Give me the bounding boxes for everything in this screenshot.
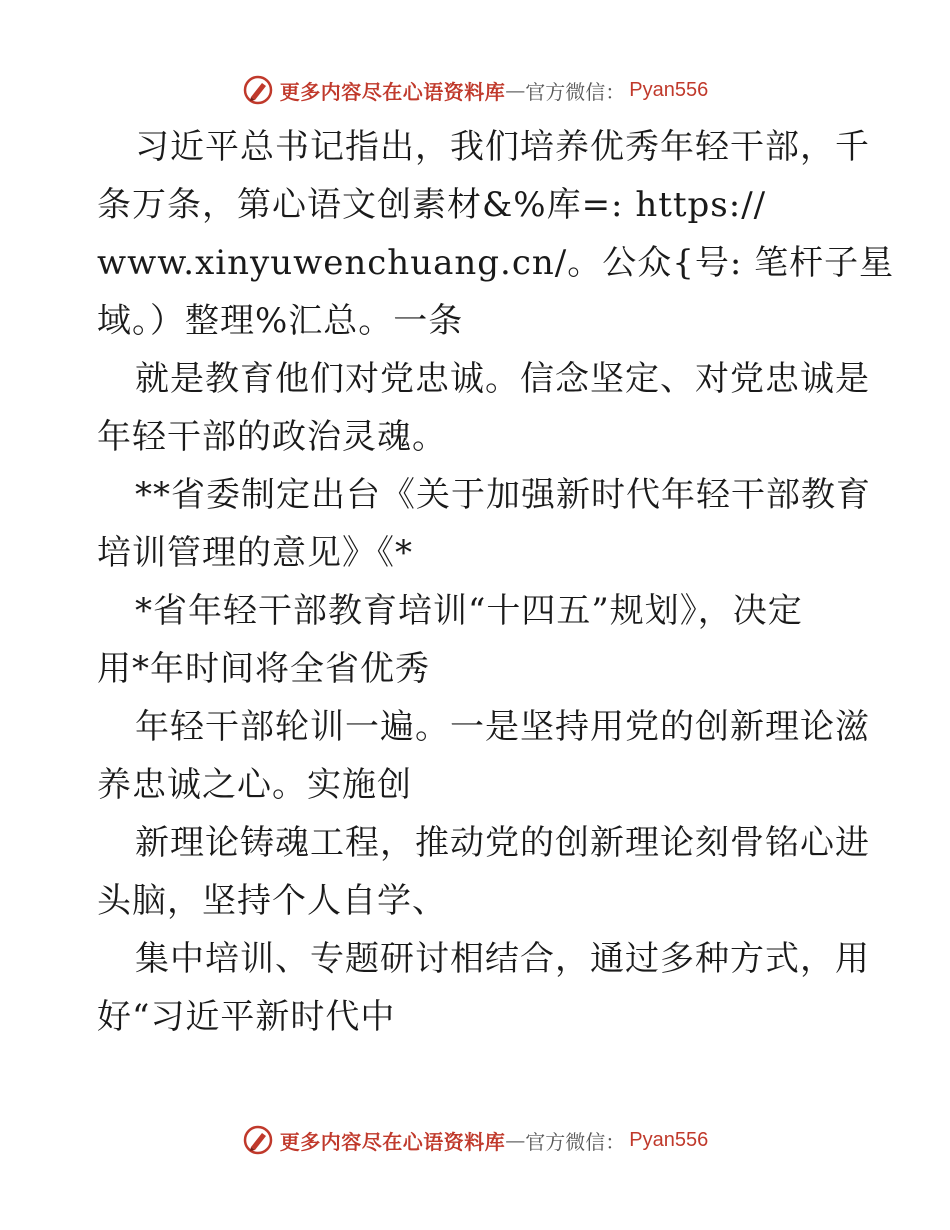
banner-separator: — xyxy=(505,1128,526,1152)
banner-wechat-label: 官方微信： xyxy=(525,79,626,104)
banner-slogan: 更多内容尽在心语资料库 xyxy=(279,1129,506,1154)
text-line: 域。）整理%汇总。一条 xyxy=(97,301,464,341)
text-line: 集中培训、专题研讨相结合，通过多种方式，用 xyxy=(135,939,870,979)
text-line: *省年轻干部教育培训“十四五”规划》，决定 xyxy=(135,591,803,631)
pen-circle-logo-icon xyxy=(242,1124,274,1156)
document-body xyxy=(97,118,895,1046)
footer-banner xyxy=(0,1120,950,1160)
text-line: 头脑，坚持个人自学、 xyxy=(97,881,447,921)
header-banner xyxy=(0,70,950,110)
pen-circle-logo-icon xyxy=(242,74,274,106)
text-line: www.xinyuwenchuang.cn/。公众{号: 笔杆子星 xyxy=(97,243,895,283)
text-line: 新理论铸魂工程，推动党的创新理论刻骨铭心进 xyxy=(135,823,870,863)
banner-wechat-id: Pyan556 xyxy=(629,78,709,101)
banner-separator: — xyxy=(505,78,526,102)
text-line: **省委制定出台《关于加强新时代年轻干部教育 xyxy=(135,475,871,515)
banner-wechat-id: Pyan556 xyxy=(629,1128,709,1151)
text-line: 条万条，第心语文创素材&%库=: https:// xyxy=(97,185,767,225)
text-line: 习近平总书记指出，我们培养优秀年轻干部，千 xyxy=(135,127,870,167)
text-line: 养忠诚之心。实施创 xyxy=(97,765,412,805)
text-line: 好“习近平新时代中 xyxy=(97,997,396,1037)
banner-wechat-label: 官方微信： xyxy=(525,1129,626,1154)
text-line: 就是教育他们对党忠诚。信念坚定、对党忠诚是 xyxy=(135,359,870,399)
banner-slogan: 更多内容尽在心语资料库 xyxy=(279,79,506,104)
text-line: 培训管理的意见》《* xyxy=(97,533,413,573)
text-line: 年轻干部的政治灵魂。 xyxy=(97,417,447,457)
text-line: 用*年时间将全省优秀 xyxy=(97,649,430,689)
text-line: 年轻干部轮训一遍。一是坚持用党的创新理论滋 xyxy=(135,707,870,747)
